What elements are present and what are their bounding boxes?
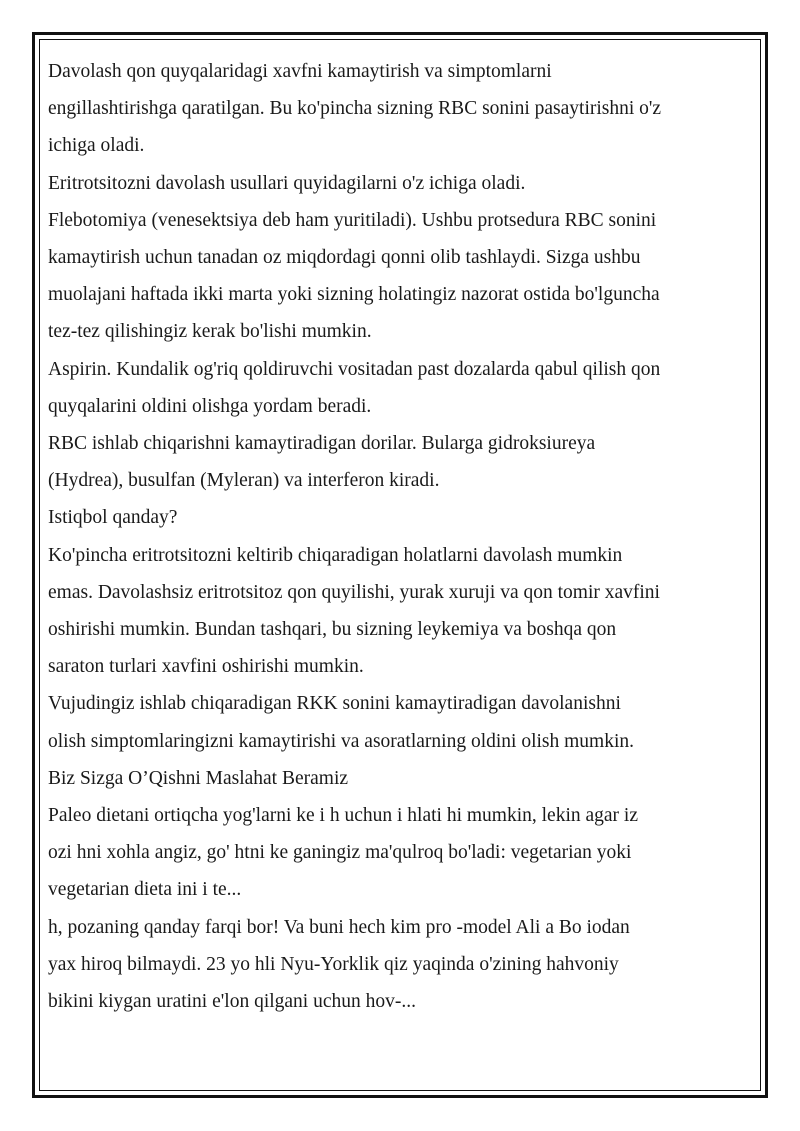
text-line: Paleo dietani ortiqcha yog'larni ke i h uchun i hlati hi mumkin, lekin agar iz: [48, 805, 638, 827]
text-line: (Hydrea), busulfan (Myleran) va interferon kiradi.: [48, 470, 440, 492]
text-line: Aspirin. Kundalik og'riq qoldiruvchi vositadan past dozalarda qabul qilish qon: [48, 358, 661, 380]
text-line: h, pozaning qanday farqi bor! Va buni hech kim pro -model Ali a Bo iodan: [48, 916, 630, 938]
text-line: Ko'pincha eritrotsitozni keltirib chiqaradigan holatlarni davolash mumkin: [48, 544, 623, 566]
text-line: emas. Davolashsiz eritrotsitoz qon quyilishi, yurak xuruji va qon tomir xavfini: [48, 581, 660, 603]
text-line: tez-tez qilishingiz kerak bo'lishi mumkin.: [48, 321, 372, 343]
text-line: oshirishi mumkin. Bundan tashqari, bu sizning leykemiya va boshqa qon: [48, 619, 617, 641]
text-line: vegetarian dieta ini i te...: [48, 879, 242, 901]
section-heading: Istiqbol qanday?: [48, 507, 178, 529]
text-line: yax hiroq bilmaydi. 23 yo hli Nyu-Yorklik qiz yaqinda o'zining hahvoniy: [48, 953, 619, 975]
text-line: olish simptomlaringizni kamaytirishi va asoratlarning oldini olish mumkin.: [48, 730, 635, 752]
document-body: [48, 53, 738, 1020]
text-line: kamaytirish uchun tanadan oz miqdordagi qonni olib tashlaydi. Sizga ushbu: [48, 247, 641, 269]
text-line: Davolash qon quyqalaridagi xavfni kamaytirish va simptomlarni: [48, 61, 552, 82]
text-line: Vujudingiz ishlab chiqaradigan RKK sonini kamaytiradigan davolanishni: [48, 693, 621, 715]
text-line: bikini kiygan uratini e'lon qilgani uchun hov-...: [48, 991, 416, 1013]
text-line: ozi hni xohla angiz, go' htni ke ganingiz ma'qulroq bo'ladi: vegetarian yoki: [48, 842, 632, 864]
text-line: engillashtirishga qaratilgan. Bu ko'pincha sizning RBC sonini pasaytirishni o'z: [48, 98, 662, 120]
text-line: Flebotomiya (venesektsiya deb ham yuritiladi). Ushbu protsedura RBC sonini: [48, 209, 657, 231]
text-line: quyqalarini oldini olishga yordam beradi.: [48, 395, 372, 417]
text-line: ichiga oladi.: [48, 135, 145, 157]
text-line: RBC ishlab chiqarishni kamaytiradigan dorilar. Bularga gidroksiureya: [48, 433, 596, 455]
text-line: Eritrotsitozni davolash usullari quyidagilarni o'z ichiga oladi.: [48, 172, 526, 194]
text-line: saraton turlari xavfini oshirishi mumkin.: [48, 656, 364, 678]
section-heading: Biz Sizga O’Qishni Maslahat Beramiz: [48, 767, 349, 789]
text-line: muolajani haftada ikki marta yoki sizning holatingiz nazorat ostida bo'lguncha: [48, 284, 660, 306]
